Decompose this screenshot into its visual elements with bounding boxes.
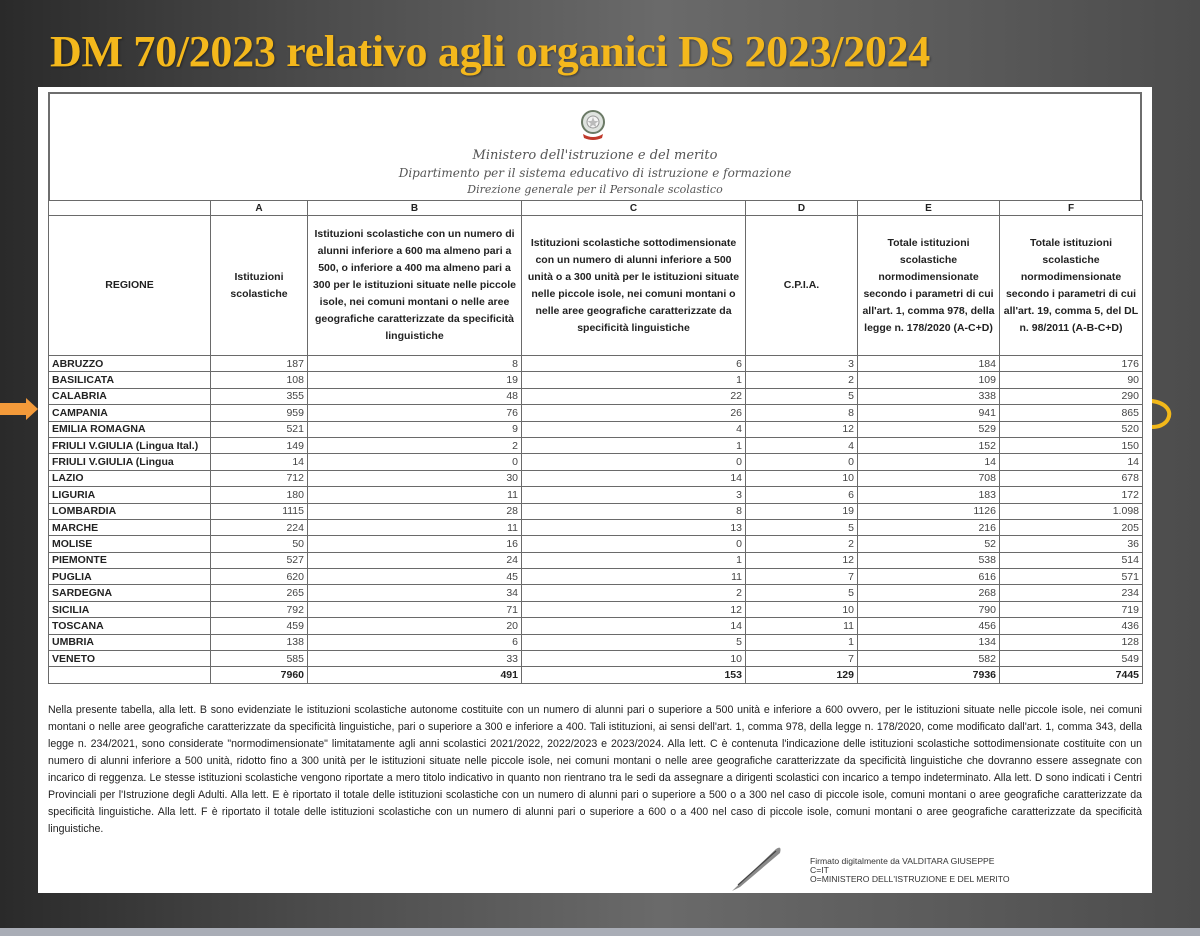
value-cell-e: 456 xyxy=(858,618,1000,634)
value-cell-a: 224 xyxy=(211,519,308,535)
value-cell-f: 571 xyxy=(1000,569,1143,585)
region-name-cell: ABRUZZO xyxy=(49,356,211,372)
value-cell-a: 792 xyxy=(211,601,308,617)
table-row xyxy=(49,585,1143,601)
value-cell-e: 14 xyxy=(858,454,1000,470)
total-e: 7936 xyxy=(858,667,1000,684)
value-cell-e: 184 xyxy=(858,356,1000,372)
value-cell-d: 2 xyxy=(746,536,858,552)
value-cell-d: 5 xyxy=(746,519,858,535)
value-cell-a: 14 xyxy=(211,454,308,470)
value-cell-a: 620 xyxy=(211,569,308,585)
value-cell-b: 8 xyxy=(308,356,522,372)
value-cell-b: 30 xyxy=(308,470,522,486)
value-cell-c: 3 xyxy=(522,487,746,503)
column-header: C.P.I.A. xyxy=(746,216,858,356)
value-cell-d: 2 xyxy=(746,372,858,388)
value-cell-a: 50 xyxy=(211,536,308,552)
total-d: 129 xyxy=(746,667,858,684)
quill-pen-icon xyxy=(728,843,784,893)
document-content xyxy=(48,92,1142,838)
table-row xyxy=(49,372,1143,388)
value-cell-a: 1115 xyxy=(211,503,308,519)
value-cell-f: 549 xyxy=(1000,651,1143,667)
value-cell-e: 529 xyxy=(858,421,1000,437)
value-cell-a: 180 xyxy=(211,487,308,503)
value-cell-f: 436 xyxy=(1000,618,1143,634)
value-cell-b: 11 xyxy=(308,487,522,503)
value-cell-d: 11 xyxy=(746,618,858,634)
signature-signer: Firmato digitalmente da VALDITARA GIUSEPPE xyxy=(810,856,995,866)
value-cell-e: 338 xyxy=(858,388,1000,404)
table-body xyxy=(49,356,1143,667)
value-cell-f: 1.098 xyxy=(1000,503,1143,519)
value-cell-a: 108 xyxy=(211,372,308,388)
total-b: 491 xyxy=(308,667,522,684)
value-cell-a: 459 xyxy=(211,618,308,634)
table-row xyxy=(49,634,1143,650)
column-letter xyxy=(49,201,211,216)
value-cell-a: 959 xyxy=(211,405,308,421)
value-cell-e: 109 xyxy=(858,372,1000,388)
value-cell-c: 12 xyxy=(522,601,746,617)
value-cell-b: 71 xyxy=(308,601,522,617)
column-header: Totale istituzioni scolastiche normodimensionate secondo i parametri di cui all'art. 19, comma 5, del DL n. 98/2011 (A-B-C+D) xyxy=(1000,216,1143,356)
letterhead-department: Dipartimento per il sistema educativo di istruzione e formazione xyxy=(398,166,792,180)
region-name-cell: BASILICATA xyxy=(49,372,211,388)
value-cell-f: 865 xyxy=(1000,405,1143,421)
value-cell-d: 10 xyxy=(746,470,858,486)
digital-signature xyxy=(728,843,1068,889)
value-cell-d: 12 xyxy=(746,552,858,568)
value-cell-b: 48 xyxy=(308,388,522,404)
value-cell-f: 14 xyxy=(1000,454,1143,470)
value-cell-d: 3 xyxy=(746,356,858,372)
value-cell-f: 176 xyxy=(1000,356,1143,372)
totals-label xyxy=(49,667,211,684)
value-cell-e: 790 xyxy=(858,601,1000,617)
region-name-cell: CALABRIA xyxy=(49,388,211,404)
value-cell-e: 708 xyxy=(858,470,1000,486)
column-header: Istituzioni scolastiche sottodimensionate con un numero di alunni inferiore a 500 unità o a 300 unità per le istituzioni situate nelle piccole isole, nei comuni montani o nelle aree geografiche caratterizzate da specificità linguistiche xyxy=(522,216,746,356)
value-cell-b: 6 xyxy=(308,634,522,650)
table-row xyxy=(49,569,1143,585)
column-letter: A xyxy=(211,201,308,216)
value-cell-d: 7 xyxy=(746,569,858,585)
region-name-cell: FRIULI V.GIULIA (Lingua xyxy=(49,454,211,470)
value-cell-a: 265 xyxy=(211,585,308,601)
table-row xyxy=(49,618,1143,634)
value-cell-c: 4 xyxy=(522,421,746,437)
table-row xyxy=(49,388,1143,404)
value-cell-c: 26 xyxy=(522,405,746,421)
value-cell-b: 11 xyxy=(308,519,522,535)
value-cell-b: 0 xyxy=(308,454,522,470)
value-cell-a: 521 xyxy=(211,421,308,437)
column-letter: E xyxy=(858,201,1000,216)
value-cell-d: 8 xyxy=(746,405,858,421)
table-row xyxy=(49,405,1143,421)
value-cell-c: 1 xyxy=(522,437,746,453)
value-cell-f: 514 xyxy=(1000,552,1143,568)
regional-schools-table xyxy=(48,200,1143,684)
totals-row xyxy=(49,667,1143,684)
region-name-cell: MARCHE xyxy=(49,519,211,535)
table-row xyxy=(49,437,1143,453)
value-cell-f: 290 xyxy=(1000,388,1143,404)
signature-organization: O=MINISTERO DELL'ISTRUZIONE E DEL MERITO xyxy=(810,874,1010,884)
table-row xyxy=(49,601,1143,617)
value-cell-d: 5 xyxy=(746,585,858,601)
value-cell-b: 28 xyxy=(308,503,522,519)
region-name-cell: PIEMONTE xyxy=(49,552,211,568)
value-cell-e: 52 xyxy=(858,536,1000,552)
letterhead-ministry: Ministero dell'istruzione e del merito xyxy=(472,148,718,163)
total-a: 7960 xyxy=(211,667,308,684)
letterhead-directorate: Direzione generale per il Personale scolastico xyxy=(467,183,723,196)
value-cell-f: 678 xyxy=(1000,470,1143,486)
value-cell-e: 152 xyxy=(858,437,1000,453)
value-cell-c: 0 xyxy=(522,454,746,470)
value-cell-f: 36 xyxy=(1000,536,1143,552)
value-cell-f: 128 xyxy=(1000,634,1143,650)
value-cell-a: 138 xyxy=(211,634,308,650)
region-name-cell: LOMBARDIA xyxy=(49,503,211,519)
column-header: Istituzioni scolastiche con un numero di alunni inferiore a 600 ma almeno pari a 500, o inferiore a 400 ma almeno pari a 300 per le istituzioni situate nelle piccole isole, nei comuni montani o nelle aree geografiche caratterizzate da specificità linguistiche xyxy=(308,216,522,356)
table-row xyxy=(49,454,1143,470)
value-cell-c: 1 xyxy=(522,372,746,388)
value-cell-c: 8 xyxy=(522,503,746,519)
value-cell-f: 719 xyxy=(1000,601,1143,617)
value-cell-e: 134 xyxy=(858,634,1000,650)
value-cell-c: 22 xyxy=(522,388,746,404)
value-cell-f: 90 xyxy=(1000,372,1143,388)
value-cell-c: 14 xyxy=(522,470,746,486)
value-cell-f: 150 xyxy=(1000,437,1143,453)
column-header: Istituzioni scolastiche xyxy=(211,216,308,356)
region-name-cell: SICILIA xyxy=(49,601,211,617)
value-cell-b: 2 xyxy=(308,437,522,453)
value-cell-e: 216 xyxy=(858,519,1000,535)
value-cell-e: 538 xyxy=(858,552,1000,568)
region-name-cell: FRIULI V.GIULIA (Lingua Ital.) xyxy=(49,437,211,453)
signature-country: C=IT xyxy=(810,865,829,875)
italian-republic-emblem-icon xyxy=(578,108,608,142)
value-cell-f: 520 xyxy=(1000,421,1143,437)
value-cell-c: 13 xyxy=(522,519,746,535)
region-name-cell: UMBRIA xyxy=(49,634,211,650)
region-name-cell: PUGLIA xyxy=(49,569,211,585)
value-cell-c: 2 xyxy=(522,585,746,601)
region-name-cell: EMILIA ROMAGNA xyxy=(49,421,211,437)
column-header: REGIONE xyxy=(49,216,211,356)
region-name-cell: CAMPANIA xyxy=(49,405,211,421)
signature-text xyxy=(810,857,1010,884)
bottom-strip xyxy=(0,928,1200,936)
table-row xyxy=(49,651,1143,667)
value-cell-a: 527 xyxy=(211,552,308,568)
value-cell-d: 6 xyxy=(746,487,858,503)
value-cell-c: 10 xyxy=(522,651,746,667)
value-cell-b: 76 xyxy=(308,405,522,421)
region-name-cell: LAZIO xyxy=(49,470,211,486)
table-row xyxy=(49,356,1143,372)
value-cell-d: 7 xyxy=(746,651,858,667)
value-cell-e: 183 xyxy=(858,487,1000,503)
value-cell-d: 10 xyxy=(746,601,858,617)
value-cell-a: 712 xyxy=(211,470,308,486)
value-cell-e: 616 xyxy=(858,569,1000,585)
value-cell-a: 355 xyxy=(211,388,308,404)
region-name-cell: TOSCANA xyxy=(49,618,211,634)
value-cell-c: 14 xyxy=(522,618,746,634)
value-cell-a: 187 xyxy=(211,356,308,372)
column-letter: C xyxy=(522,201,746,216)
value-cell-d: 12 xyxy=(746,421,858,437)
value-cell-b: 9 xyxy=(308,421,522,437)
value-cell-f: 234 xyxy=(1000,585,1143,601)
letterhead xyxy=(48,92,1142,200)
value-cell-e: 941 xyxy=(858,405,1000,421)
value-cell-f: 172 xyxy=(1000,487,1143,503)
value-cell-c: 11 xyxy=(522,569,746,585)
highlight-circle-icon xyxy=(1150,397,1172,431)
column-letter: B xyxy=(308,201,522,216)
value-cell-c: 6 xyxy=(522,356,746,372)
value-cell-b: 34 xyxy=(308,585,522,601)
table-row xyxy=(49,536,1143,552)
value-cell-a: 585 xyxy=(211,651,308,667)
value-cell-a: 149 xyxy=(211,437,308,453)
total-f: 7445 xyxy=(1000,667,1143,684)
value-cell-b: 45 xyxy=(308,569,522,585)
value-cell-d: 1 xyxy=(746,634,858,650)
value-cell-b: 16 xyxy=(308,536,522,552)
arrow-right-icon xyxy=(0,396,38,422)
table-row xyxy=(49,421,1143,437)
value-cell-e: 582 xyxy=(858,651,1000,667)
column-letter: F xyxy=(1000,201,1143,216)
value-cell-c: 1 xyxy=(522,552,746,568)
column-letter: D xyxy=(746,201,858,216)
value-cell-d: 0 xyxy=(746,454,858,470)
value-cell-e: 1126 xyxy=(858,503,1000,519)
region-name-cell: SARDEGNA xyxy=(49,585,211,601)
value-cell-b: 33 xyxy=(308,651,522,667)
value-cell-f: 205 xyxy=(1000,519,1143,535)
region-name-cell: VENETO xyxy=(49,651,211,667)
table-row xyxy=(49,503,1143,519)
document-page xyxy=(38,87,1152,893)
value-cell-d: 19 xyxy=(746,503,858,519)
value-cell-d: 5 xyxy=(746,388,858,404)
region-name-cell: MOLISE xyxy=(49,536,211,552)
value-cell-d: 4 xyxy=(746,437,858,453)
value-cell-b: 20 xyxy=(308,618,522,634)
column-header: Totale istituzioni scolastiche normodimensionate secondo i parametri di cui all'art. 1, comma 978, della legge n. 178/2020 (A-C+D) xyxy=(858,216,1000,356)
table-row xyxy=(49,470,1143,486)
total-c: 153 xyxy=(522,667,746,684)
table-notes: Nella presente tabella, alla lett. B sono evidenziate le istituzioni scolastiche autonome costituite con un numero di alunni pari o superiore a 500 unità e inferiore a 600 ovvero, per le istituzioni situate nelle piccole isole, nei comuni montani o nelle aree geografiche caratterizzate da specificità linguistiche, pari o superiore a 300 e inferiore a 400. Tali istituzioni, ai sensi dell'art. 1, comma 978, della legge n. 178/2020, come modificato dall'art. 1, comma 343, della legge n. 234/2021, sono considerate "normodimensionate" limitatamente agli anni scolastici 2021/2022, 2022/2023 e 2023/2024. Alla lett. C è contenuta l'indicazione delle istituzioni scolastiche sottodimensionate costituite con un numero di alunni inferiore a 500 unità, ridotto fino a 300 unità per le istituzioni situate nelle piccole isole, nei comuni montani o nelle aree geografiche caratterizzate da specificità linguistiche che dovranno essere assegnate con incarico di reggenza. Le stesse istituzioni scolastiche vengono riportate a mero titolo indicativo in quanto non rientrano tra le sedi da assegnare a dirigenti scolastici con incarico a tempo indeterminato. Alla lett. D sono indicati i Centri Provinciali per l'Istruzione degli Adulti. Alla lett. E è riportato il totale delle istituzioni scolastiche con un numero di alunni pari o superiore a 500 o a 300 nel caso di piccole isole, comuni montani o aree geografiche caratterizzate da specificità linguistiche. Alla lett. F è riportato il totale delle istituzioni scolastiche con un numero di alunni pari o superiore a 600 o a 400 nel caso di piccole isole, comuni montani o aree geografiche caratterizzate da specificità linguistiche. xyxy=(48,704,1142,836)
column-headers-row xyxy=(49,216,1143,356)
value-cell-b: 19 xyxy=(308,372,522,388)
region-name-cell: LIGURIA xyxy=(49,487,211,503)
column-letters-row xyxy=(49,201,1143,216)
slide-title: DM 70/2023 relativo agli organici DS 2023/2024 xyxy=(50,27,930,76)
value-cell-e: 268 xyxy=(858,585,1000,601)
table-row xyxy=(49,519,1143,535)
table-row xyxy=(49,487,1143,503)
table-row xyxy=(49,552,1143,568)
value-cell-b: 24 xyxy=(308,552,522,568)
value-cell-c: 5 xyxy=(522,634,746,650)
value-cell-c: 0 xyxy=(522,536,746,552)
